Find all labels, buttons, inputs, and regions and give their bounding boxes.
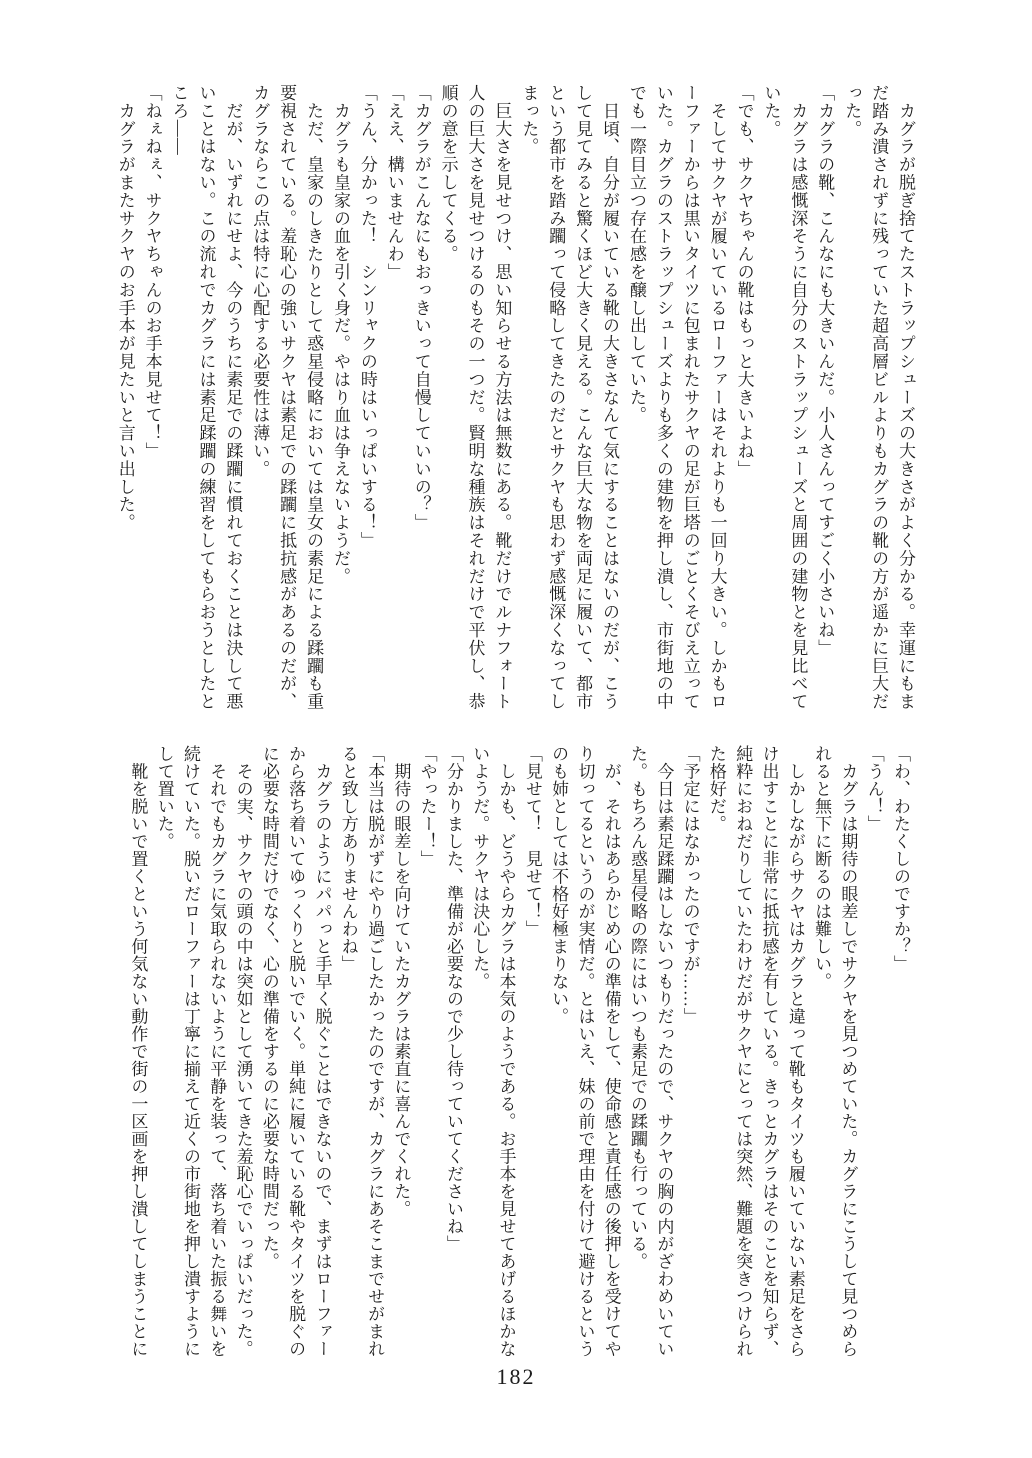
text-line: しかしながらサクヤはカグラと違って靴もタイツも履いていない素足をさら: [785, 745, 805, 1358]
text-line: ーファーからは黒いタイツに包まれたサクヤの足が巨塔のごとくそびえ立って: [680, 84, 700, 711]
text-line: 純粋におねだりしていたわけだがサクヤにとっては突然、難題を突きつけられ: [733, 745, 753, 1358]
text-line: のも姉としては不格好極まりない。: [549, 745, 569, 1025]
text-line: して置いた。: [154, 745, 174, 850]
text-line: け出すことに非常に抵抗感を有している。きっとカグラはそのことを知らず、: [759, 745, 779, 1358]
text-line: カグラは感慨深そうに自分のストラップシューズと周囲の建物とを見比べて: [788, 84, 808, 711]
text-line: カグラは期待の眼差しでサクヤを見つめていた。カグラにこうして見つめら: [838, 745, 858, 1358]
text-line: 「カグラの靴、こんなにも大きいんだ。小人さんってすごく小さいね」: [815, 84, 835, 657]
text-line: 「分かりました、準備が必要なので少し待っていてくださいね」: [443, 745, 463, 1253]
text-line: が、それはあらかじめ心の準備をして、使命感と責任感の後押しを受けてや: [601, 745, 621, 1358]
text-line: 続けていた。脱いだローファーは丁寧に揃えて近くの市街地を押し潰すように: [180, 745, 200, 1358]
text-line: その実、サクヤの頭の中は突如として湧いてきた羞恥心でいっぱいだった。: [233, 745, 253, 1358]
text-line: まった。: [519, 84, 539, 156]
text-line: 「見せて！ 見せて！」: [522, 745, 542, 938]
text-line: に必要な時間だけでなく、心の準備をするのに必要な時間だった。: [259, 745, 279, 1270]
text-line: 靴を脱いで置くという何気ない動作で街の一区画を押し潰してしまうことに: [128, 745, 148, 1358]
text-line: それでもカグラに気取られないように平静を装って、落ち着いた振る舞いを: [207, 745, 227, 1358]
text-line: でも一際目立つ存在感を醸し出していた。: [626, 84, 646, 425]
text-line: しかも、どうやらカグラは本気のようである。お手本を見せてあげるほかな: [496, 745, 516, 1358]
text-line: 「うん、分かった！ シンリャクの時はいっぱいする！」: [357, 84, 377, 550]
text-line: カグラがまたサクヤのお手本が見たいと言い出した。: [115, 84, 135, 532]
text-line: 今日は素足蹂躙はしないつもりだったので、サクヤの胸の内がざわめいてい: [654, 745, 674, 1358]
text-line: り切ってるというのが実情だ。とはいえ、妹の前で理由を付けて避けるという: [575, 745, 595, 1358]
text-line: 「やったー！」: [417, 745, 437, 868]
text-line: 「わ、わたくしのですか？」: [891, 745, 910, 973]
text-block-bottom: [124, 745, 913, 1358]
text-block-top: [111, 84, 918, 711]
text-line: して見てみると驚くほど大きく見える。こんな巨大な物を両足に履いて、都市: [573, 84, 593, 711]
text-line: 「カグラがこんなにもおっきいって自慢していいの？」: [411, 84, 431, 532]
page-number: 182: [496, 1364, 536, 1389]
text-line: 人の巨大さを見せつけるのもその一つだ。賢明な種族はそれだけで平伏し、恭: [465, 84, 485, 711]
text-line: ただ、皇家のしきたりとして惑星侵略においては皇女の素足による蹂躙も重: [304, 84, 324, 711]
text-line: 順の意を示してくる。: [438, 84, 458, 263]
text-line: いことはない。この流れでカグラには素足蹂躙の練習をしてもらおうとしたと: [196, 84, 216, 711]
text-line: 期待の眼差しを向けていたカグラは素直に喜んでくれた。: [391, 745, 411, 1218]
text-line: そしてサクヤが履いているローファーはそれよりも一回り大きい。しかもロ: [707, 84, 727, 711]
text-line: 「ねぇねぇ、サクヤちゃんのお手本見せて！」: [142, 84, 162, 460]
text-line: カグラが脱ぎ捨てたストラップシューズの大きさがよく分かる。幸運にもま: [896, 84, 915, 711]
text-line: いた。カグラのストラップシューズよりも多くの建物を押し潰し、市街地の中: [653, 84, 673, 711]
text-line: 「予定にはなかったのですが……」: [680, 745, 700, 1025]
text-line: 「うん！」: [864, 745, 884, 833]
text-line: だが、いずれにせよ、今のうちに素足での蹂躙に慣れておくことは決して悪: [223, 84, 243, 711]
text-line: ころ――: [169, 84, 189, 156]
text-line: カグラならこの点は特に心配する必要性は薄い。: [250, 84, 270, 478]
text-line: 巨大さを見せつけ、思い知らせる方法は無数にある。靴だけでルナフォート: [492, 84, 512, 711]
text-line: 「でも、サクヤちゃんの靴はもっと大きいよね」: [734, 84, 754, 478]
text-line: ると致し方ありませんわね」: [338, 745, 358, 973]
text-line: た格好だ。: [706, 745, 726, 833]
text-line: た。もちろん惑星侵略の際にはいつも素足での蹂躙も行っている。: [628, 745, 648, 1270]
text-line: カグラのようにパパっと手早く脱ぐことはできないので、まずはローファー: [312, 745, 332, 1358]
text-line: 日頃、自分が履いている靴の大きさなんて気にすることはないのだが、こう: [600, 84, 620, 711]
text-line: だ踏み潰されずに残っていた超高層ビルよりもカグラの靴の方が遥かに巨大だ: [869, 84, 889, 711]
text-line: いた。: [761, 84, 781, 138]
text-line: カグラも皇家の血を引く身だ。やはり血は争えないようだ。: [330, 84, 350, 586]
text-line: れると無下に断るのは難しい。: [812, 745, 832, 990]
text-line: 要視されている。羞恥心の強いサクヤは素足での蹂躙に抵抗感があるのだが、: [277, 84, 297, 711]
text-line: いようだ。サクヤは決心した。: [470, 745, 490, 990]
text-line: という都市を踏み躙って侵略してきたのだとサクヤも思わず感慨深くなってし: [546, 84, 566, 711]
text-line: 「本当は脱がずにやり過ごしたかったのですが、カグラにあそこまでせがまれ: [365, 745, 385, 1358]
text-line: から落ち着いてゆっくりと脱いでいく。単純に履いている靴やタイツを脱ぐの: [286, 745, 306, 1358]
text-line: った。: [842, 84, 862, 138]
text-line: 「ええ、構いませんわ」: [384, 84, 404, 281]
